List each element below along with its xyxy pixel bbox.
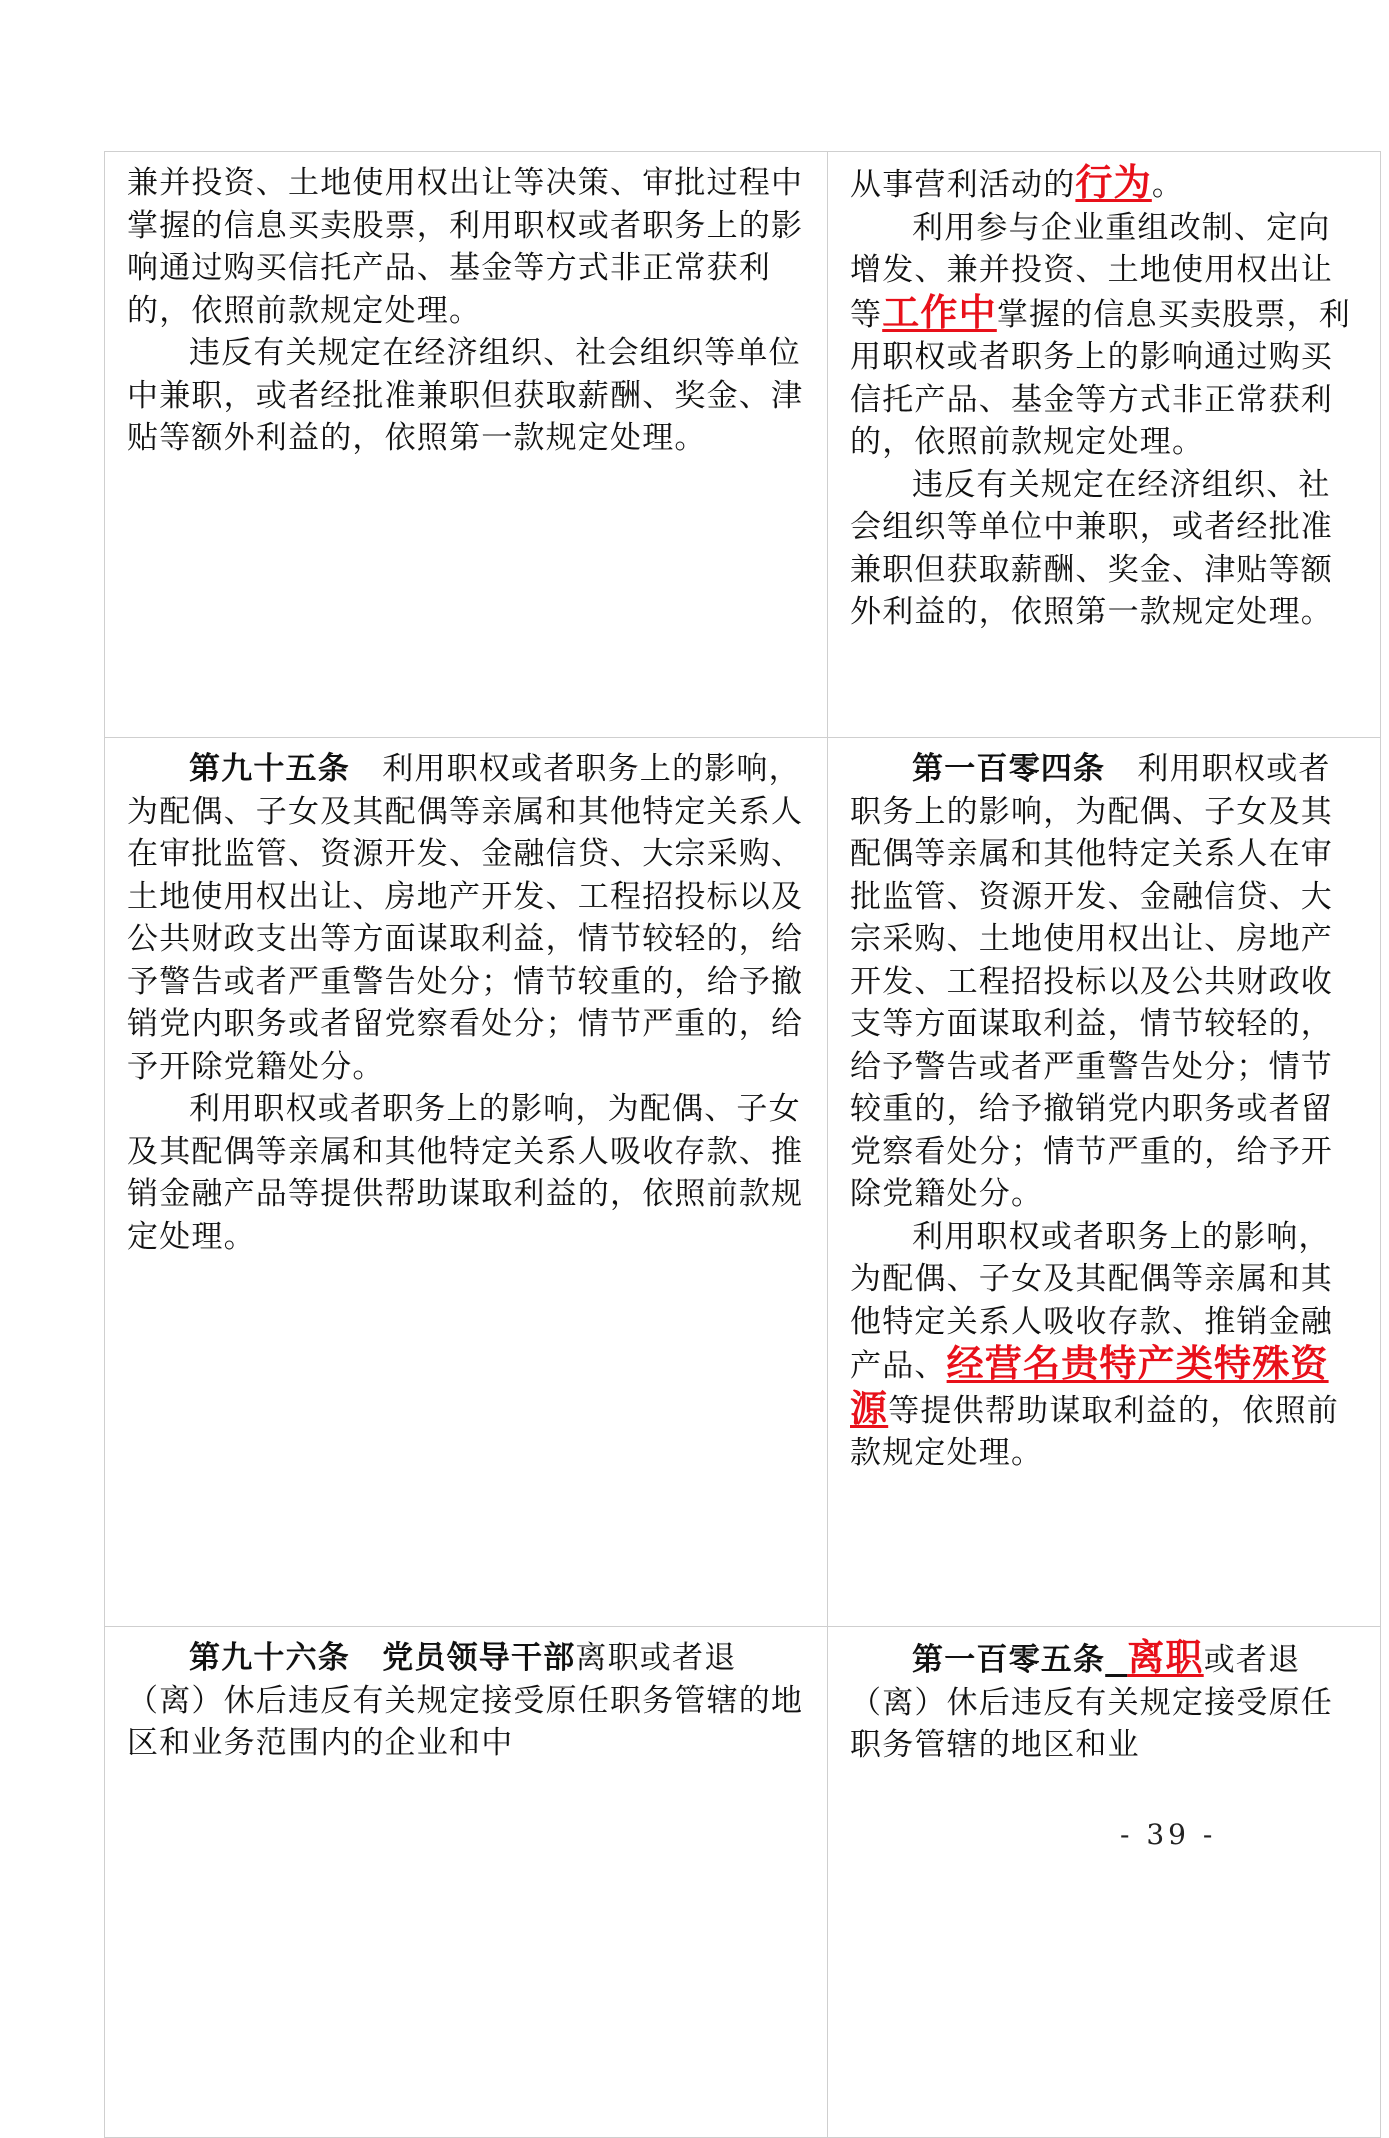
paragraph: 利用职权或者职务上的影响，为配偶、子女及其配偶等亲属和其他特定关系人吸收存款、推销金融产品等提供帮助谋取利益的，依照前款规定处理。 [127, 1091, 804, 1255]
old-text-cell [105, 738, 828, 1627]
text: 掌握的信息买卖股票，利用职权或者职务上的影响通过购买信托产品、基金等方式非正常获利的，依照前款规定处理。 [850, 296, 1352, 460]
new-text-cell [828, 738, 1381, 1627]
table-row [105, 738, 1381, 1627]
amendment-highlight: 经营名贵特产类特殊资源 [850, 1342, 1329, 1430]
amendment-highlight: 离职 [1127, 1636, 1204, 1679]
text: 利用参与企业重组改制、定向增发、兼并投资、土地使用权出让等 [850, 209, 1333, 333]
amendment-highlight: 行为 [1075, 161, 1152, 204]
paragraph [850, 162, 1360, 207]
old-text-cell [105, 1627, 828, 2138]
paragraph [127, 1637, 807, 1765]
text: 离职或者退（离）休后违反有关规定接受原任职务管辖的地区和业务范围内的企业和中 [127, 1640, 804, 1761]
paragraph [850, 1637, 1360, 1767]
bold-phrase: 党员领导干部 [382, 1640, 576, 1676]
article-number: 第九十五条 [189, 751, 350, 787]
paragraph [850, 1216, 1360, 1475]
amendment-highlight: 工作中 [882, 290, 997, 334]
new-text-cell [828, 1627, 1381, 2138]
paragraph [850, 207, 1360, 464]
paragraph: 违反有关规定在经济组织、社会组织等单位中兼职，或者经批准兼职但获取薪酬、奖金、津贴等额外利益的，依照第一款规定处理。 [850, 466, 1333, 630]
paragraph [850, 748, 1360, 1216]
text: 。 [1151, 167, 1185, 203]
paragraph: 兼并投资、土地使用权出让等决策、审批过程中掌握的信息买卖股票，利用职权或者职务上的影响通过购买信托产品、基金等方式非正常获利的，依照前款规定处理。 [127, 165, 804, 329]
page-number: - 39 - [1120, 1818, 1217, 1851]
underline-gap [1105, 1642, 1127, 1678]
text: 利用职权或者职务上的影响，为配偶、子女及其配偶等亲属和其他特定关系人在审批监管、资源开发、金融信贷、大宗采购、土地使用权出让、房地产开发、工程招投标以及公共财政收支等方面谋取利益，情节较轻的，给予警告或者严重警告处分；情节较重的，给予撤销党内职务或者留党察看处分；情节严重的，给予开除党籍处分。 [850, 751, 1333, 1212]
text: 从事营利活动的 [850, 167, 1076, 203]
text: 等提供帮助谋取利益的，依照前款规定处理。 [850, 1392, 1340, 1471]
article-number: 第一百零四条 [912, 751, 1106, 787]
text: 利用职权或者职务上的影响，为配偶、子女及其配偶等亲属和其他特定关系人吸收存款、推销金融产品、 [850, 1218, 1333, 1384]
new-text-cell [828, 152, 1381, 738]
paragraph: 违反有关规定在经济组织、社会组织等单位中兼职，或者经批准兼职但获取薪酬、奖金、津贴等额外利益的，依照第一款规定处理。 [127, 335, 804, 456]
article-number: 第九十六条 [189, 1640, 350, 1676]
table-row [105, 1627, 1381, 2138]
text: 利用职权或者职务上的影响，为配偶、子女及其配偶等亲属和其他特定关系人在审批监管、资源开发、金融信贷、大宗采购、土地使用权出让、房地产开发、工程招投标以及公共财政支出等方面谋取利益，情节较轻的，给予警告或者严重警告处分；情节较重的，给予撤销党内职务或者留党察看处分；情节严重的，给予开除党籍处分。 [127, 751, 804, 1085]
text: 或者退（离）休后违反有关规定接受原任职务管辖的地区和业 [850, 1642, 1333, 1763]
article-number: 第一百零五条 [912, 1642, 1106, 1678]
old-text-cell [105, 152, 828, 738]
table-row [105, 152, 1381, 738]
paragraph [127, 748, 807, 1088]
